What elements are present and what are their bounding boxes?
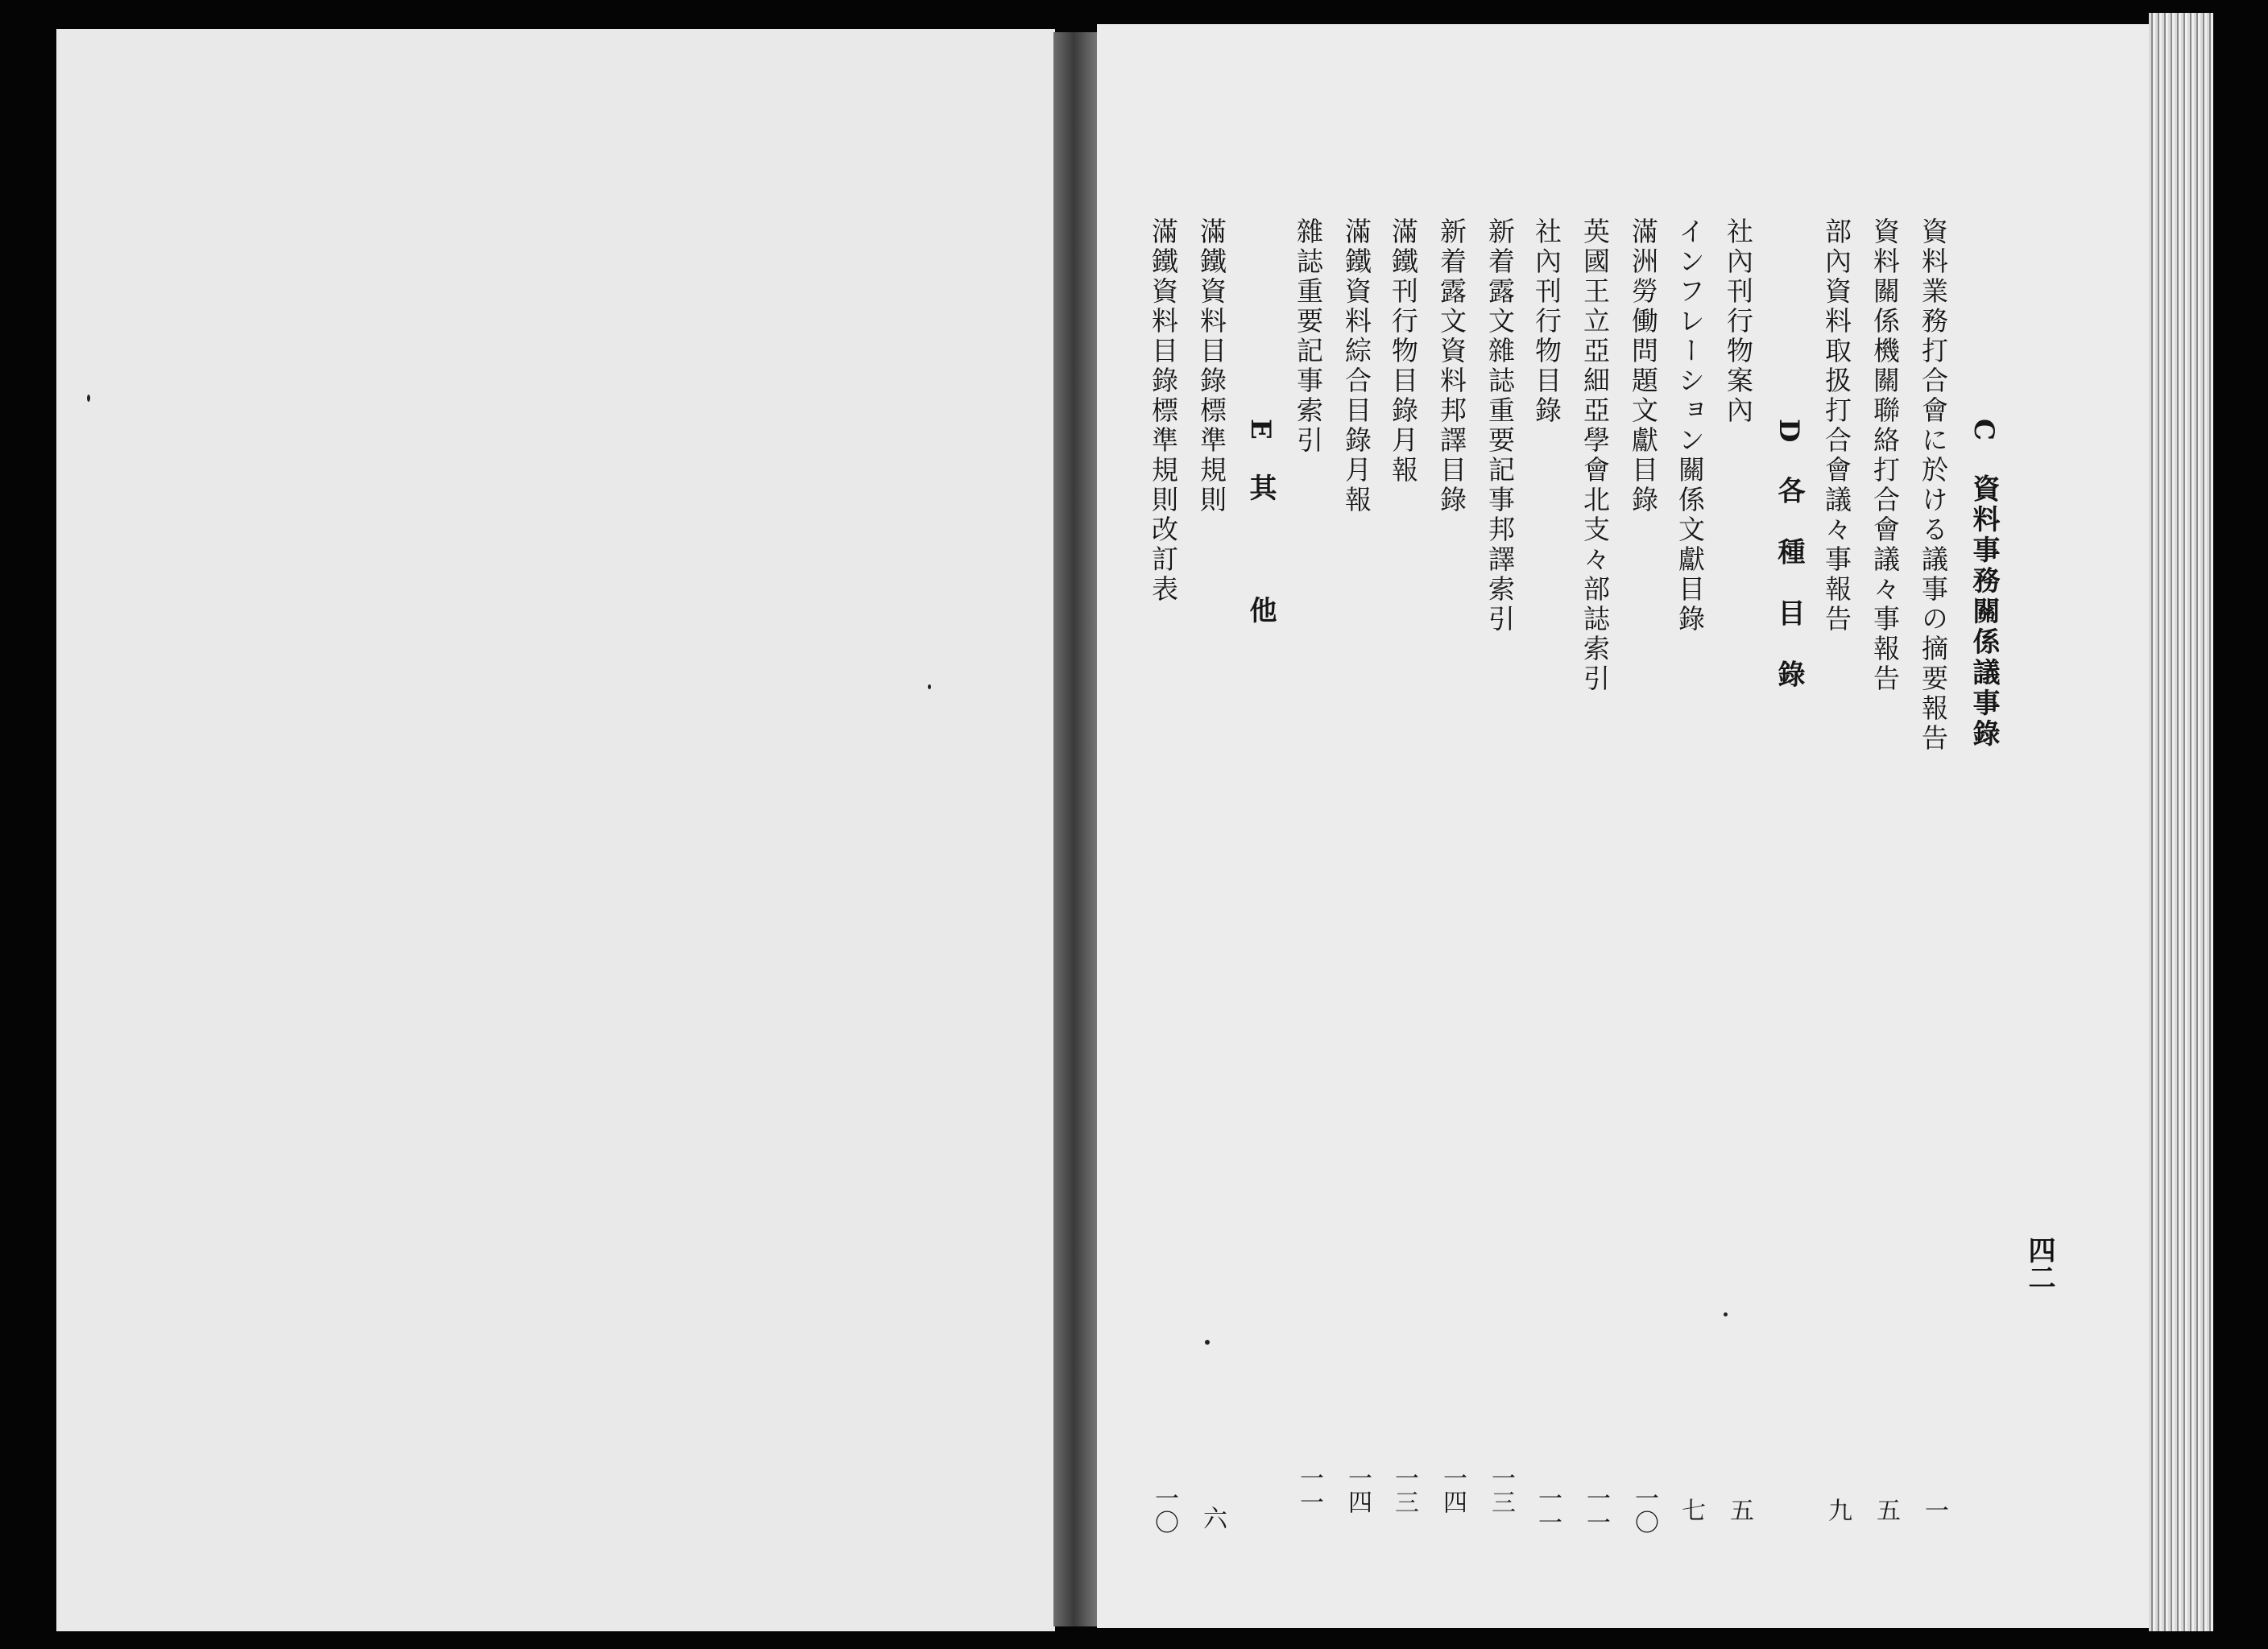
toc-page-d7: 一四 xyxy=(1438,1465,1467,1514)
section-d-heading xyxy=(1773,419,1805,691)
toc-entry-d6: 新着露文雜誌重要記事邦譯索引 xyxy=(1484,217,1516,634)
toc-page-c1: 一 xyxy=(1920,1498,1948,1522)
toc-page-d9: 一四 xyxy=(1343,1465,1372,1514)
section-c-letter: C xyxy=(1968,419,2000,444)
section-e-heading xyxy=(1244,419,1277,626)
toc-entry-d10: 雜誌重要記事索引 xyxy=(1293,217,1324,456)
scan-speck xyxy=(928,684,931,689)
toc-entry-d3: 滿洲勞働問題文獻目錄 xyxy=(1628,217,1659,515)
toc-page-d8: 一三 xyxy=(1390,1465,1418,1514)
section-d-title: 各 種 目 錄 xyxy=(1773,476,1805,691)
toc-entry-d5: 社內刊行物目錄 xyxy=(1531,217,1562,426)
toc-entry-d2: インフレーション關係文獻目錄 xyxy=(1674,217,1706,634)
section-e-letter: E xyxy=(1244,419,1277,443)
toc-entry-c1: 資料業務打合會に於ける議事の摘要報告 xyxy=(1918,217,1949,754)
toc-entry-c3: 部內資料取扱打合會議々事報告 xyxy=(1821,217,1852,634)
toc-page-d6: 一三 xyxy=(1487,1465,1515,1514)
toc-entry-e2: 滿鐵資料目錄標準規則改訂表 xyxy=(1148,217,1179,605)
toc-entry-d8: 滿鐵刊行物目錄月報 xyxy=(1388,217,1419,486)
toc-page-d4: 一一 xyxy=(1582,1486,1610,1534)
section-d-letter: D xyxy=(1773,419,1805,446)
section-c-heading xyxy=(1968,419,2000,750)
toc-entry-d1: 社內刊行物案內 xyxy=(1723,217,1754,426)
toc-page-d1: 五 xyxy=(1725,1498,1753,1522)
book-gutter xyxy=(1053,32,1099,1626)
toc-entry-d4: 英國王立亞細亞學會北支々部誌索引 xyxy=(1579,217,1611,694)
toc-page-d2: 七 xyxy=(1677,1498,1705,1522)
toc-page-d10: 一一 xyxy=(1295,1465,1323,1514)
toc-page-e1: 六 xyxy=(1198,1506,1227,1530)
toc-page-c2: 五 xyxy=(1872,1498,1900,1522)
toc-page-e2: 一〇 xyxy=(1150,1486,1178,1534)
left-page-blank xyxy=(56,29,1055,1631)
toc-entry-c2: 資料關係機關聯絡打合會議々事報告 xyxy=(1869,217,1901,694)
page-number: 四二 xyxy=(2023,1236,2055,1291)
scan-speck xyxy=(1205,1340,1210,1345)
toc-entry-d9: 滿鐵資料綜合目錄月報 xyxy=(1341,217,1372,515)
section-c-title: 資料事務關係議事錄 xyxy=(1968,474,2000,750)
scan-speck xyxy=(1724,1312,1728,1316)
section-e-title: 其 他 xyxy=(1244,473,1277,626)
toc-entry-e1: 滿鐵資料目錄標準規則 xyxy=(1196,217,1227,515)
toc-entry-d7: 新着露文資料邦譯目錄 xyxy=(1436,217,1467,515)
toc-page-d3: 一〇 xyxy=(1630,1486,1658,1534)
toc-page-c3: 九 xyxy=(1823,1498,1852,1522)
toc-page-d5: 一一 xyxy=(1533,1486,1562,1534)
page-edges xyxy=(2149,13,2213,1631)
scan-speck xyxy=(87,395,90,402)
